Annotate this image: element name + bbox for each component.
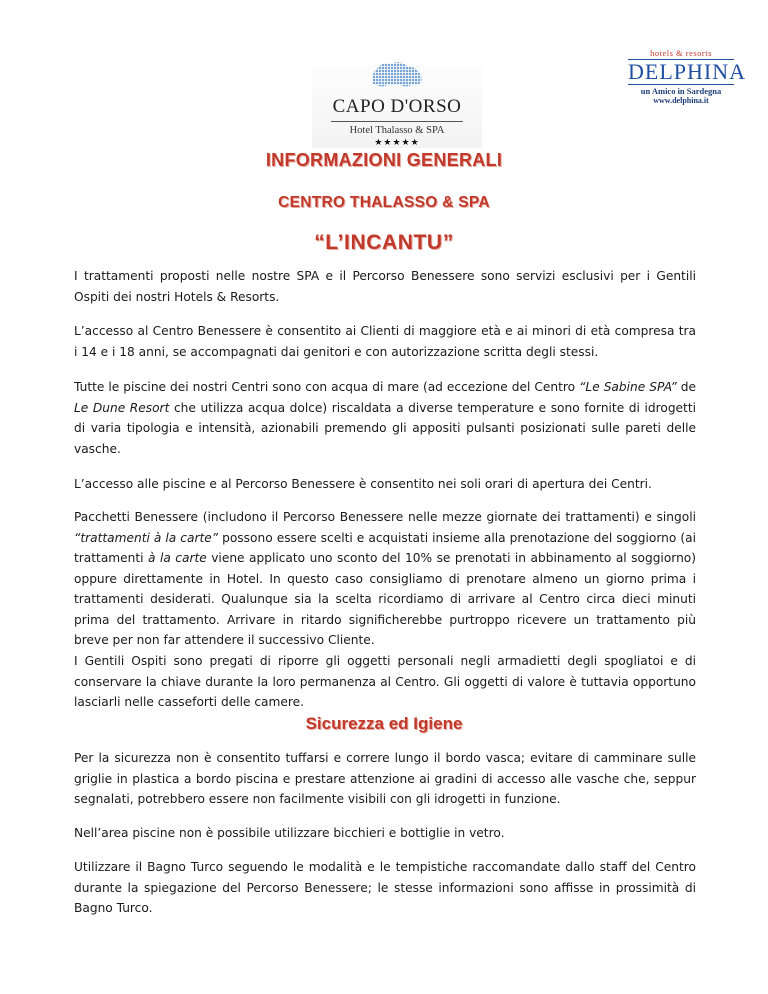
paragraph-turkish-bath: Utilizzare il Bagno Turco seguendo le modalità e le tempistiche raccomandate dallo staff del Centro durante la spiegazione del Percorso Benessere; le stesse informazioni sono affisse in prossimità di Bagno Turco. (74, 860, 696, 915)
le-sabine-spa-name: “Le Sabine SPA” (579, 380, 677, 394)
paragraph-access-age: L’accesso al Centro Benessere è consentito ai Clienti di maggiore età e ai minori di età compresa tra i 14 e i 18 anni, se accompagnati dai genitori e con autorizzazione scritta degli stessi. (74, 324, 696, 359)
le-dune-resort-name: Le Dune Resort (74, 400, 170, 415)
star-rating: ★★★★★ (374, 137, 420, 147)
a-la-carte-phrase: “trattamenti à la carte” (74, 530, 219, 545)
bear-rock-emblem-icon (367, 58, 427, 90)
page-subtitle: CENTRO THALASSO & SPA (278, 194, 490, 211)
delphina-logo (626, 48, 746, 110)
paragraph-pool-safety: Per la sicurezza non è consentito tuffarsi e correre lungo il bordo vasca; evitare di camminare sulle griglie in plastica a bordo piscina e prestare attenzione ai gradini di accesso alle vasche che, seppur segnalati, potrebbero essere non facilmente visibili con gli idrogetti in funzione. (74, 751, 696, 806)
paragraph-packages (74, 507, 696, 651)
section-heading-safety: Sicurezza ed Igiene (305, 714, 463, 733)
spa-name-heading: “L’INCANTU” (314, 231, 454, 254)
delphina-top-label: hotels & resorts (650, 48, 712, 58)
page-title: INFORMAZIONI GENERALI (265, 150, 503, 170)
paragraph-pools-text: de (676, 380, 697, 394)
paragraph-packages-text: possono essere scelti e acquistati insieme alla prenotazione del soggiorno (ai trattamenti (74, 530, 696, 565)
paragraph-pools-text: Tutte le piscine dei nostri Centri sono con acqua di mare (ad eccezione del Centro (74, 380, 580, 394)
paragraph-packages-text: viene applicato uno sconto del 10% se prenotati in abbinamento al soggiorno) oppure direttamente in Hotel. In questo caso consigliamo di prenotare almeno un giorno prima i trattamenti desiderati. Qualunque sia la scelta ricordiamo di arrivare al Centro circa dieci minuti prima del trattamento. Arrivare in ritardo significherebbe purtroppo ricevere un trattamento più breve per non far attendere il successivo Cliente. (74, 551, 697, 647)
paragraph-no-glass: Nell’area piscine non è possibile utilizzare bicchieri e bottiglie in vetro. (74, 826, 505, 840)
paragraph-opening-hours: L’accesso alle piscine e al Percorso Benessere è consentito nei soli orari di apertura dei Centri. (74, 477, 652, 491)
paragraph-packages-text: Pacchetti Benessere (includono il Percorso Benessere nelle mezze giornate dei trattamenti) e singoli (74, 510, 696, 524)
delphina-url: www.delphina.it (653, 96, 709, 105)
a-la-carte-phrase: à la carte (148, 551, 207, 565)
capo-dorso-logo (312, 52, 482, 148)
paragraph-exclusive-services: I trattamenti proposti nelle nostre SPA e il Percorso Benessere sono servizi esclusivi per i Gentili Ospiti dei nostri Hotels & Resorts. (74, 269, 696, 304)
delphina-name: DELPHINA (628, 59, 746, 84)
capo-dorso-name: CAPO D'ORSO (332, 96, 462, 117)
delphina-tagline: un Amico in Sardegna (640, 86, 722, 96)
capo-dorso-subtitle: Hotel Thalasso & SPA (349, 125, 445, 136)
paragraph-pools (74, 377, 696, 459)
paragraph-personal-items: I Gentili Ospiti sono pregati di riporre gli oggetti personali negli armadietti degli spogliatoi e di conservare la chiave durante la loro permanenza al Centro. Gli oggetti di valore è tuttavia opportuno lasciarli nelle casseforti delle camere. (74, 654, 696, 709)
paragraph-pools-text: che utilizza acqua dolce) riscaldata a diverse temperature e sono fornite di idrogetti di varia tipologia e intensità, azionabili premendo gli appositi pulsanti posizionati sulle pareti delle vasche. (74, 400, 696, 456)
logo-divider (331, 121, 463, 122)
